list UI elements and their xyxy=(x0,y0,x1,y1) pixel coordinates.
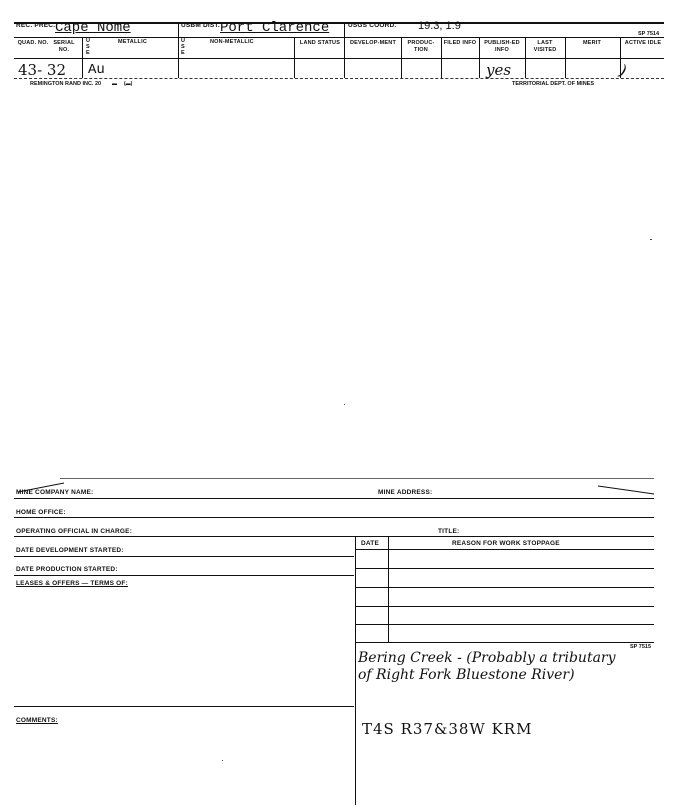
usgs-coord-value: 19.3, 1.9 xyxy=(418,20,461,32)
speck xyxy=(222,760,223,761)
operating-official-label: OPERATING OFFICIAL IN CHARGE: xyxy=(16,528,133,535)
rec-prec-label: REC. PREC. xyxy=(16,22,56,29)
home-office-label: HOME OFFICE: xyxy=(16,509,66,516)
usgs-coord-label: USGS COORD. xyxy=(348,22,397,29)
col-active-idle-label: ACTIVE IDLE xyxy=(624,40,662,46)
rule xyxy=(14,498,654,499)
comments-label: COMMENTS: xyxy=(16,717,58,724)
printer-mark: ▬ (▬) xyxy=(112,81,133,87)
bottom-top-rule xyxy=(60,478,654,479)
rule xyxy=(14,556,354,557)
rule xyxy=(356,549,654,550)
date-label: DATE xyxy=(361,540,380,547)
prod-started-label: DATE PRODUCTION STARTED: xyxy=(16,566,118,573)
published-info-value: yes xyxy=(486,61,512,79)
header-rule xyxy=(14,37,664,38)
quad-serial-value: 43- 32 xyxy=(18,61,67,79)
agency-label: TERRITORIAL DEPT. OF MINES xyxy=(512,81,594,87)
top-form-number: SP 7514 xyxy=(638,31,660,37)
pen-stroke xyxy=(596,482,656,496)
printer-note: REMINGTON RAND INC. 20 xyxy=(30,81,102,87)
handwritten-note-line-2: of Right Fork Bluestone River) xyxy=(358,667,575,683)
col-published-info-label: PUBLISH-ED INFO xyxy=(484,40,520,53)
metallic-value: Au xyxy=(88,62,105,78)
col-metallic-label: METALLIC xyxy=(118,39,147,45)
col-development-label: DEVELOP-MENT xyxy=(349,40,397,46)
location-note: T4S R37&38W KRM xyxy=(362,720,533,738)
col-serial-label: SERIAL NO. xyxy=(53,40,75,53)
col-quad-label: QUAD. NO. xyxy=(17,40,49,46)
divider xyxy=(344,22,345,78)
col-production-label: PRODUC-TION xyxy=(407,40,435,53)
col-use-nonmetallic-label: U S E xyxy=(181,38,186,56)
mine-address-label: MINE ADDRESS: xyxy=(378,489,433,496)
active-idle-mark: ) xyxy=(615,60,631,81)
dev-started-label: DATE DEVELOPMENT STARTED: xyxy=(16,547,124,554)
rule xyxy=(14,706,354,707)
column-divider xyxy=(355,537,356,805)
rule xyxy=(356,568,654,569)
date-column-divider xyxy=(388,537,389,642)
speck xyxy=(344,404,345,405)
col-last-visited-label: LAST VISITED xyxy=(533,40,557,53)
usbm-dist-value: Port Clarence xyxy=(220,20,330,36)
rule xyxy=(356,587,654,588)
rule xyxy=(356,642,654,643)
speck xyxy=(650,239,652,240)
bottom-form-number: SP 7515 xyxy=(630,644,652,650)
divider xyxy=(178,22,179,78)
mine-company-label: MINE COMPANY NAME: xyxy=(16,489,94,496)
col-use-metallic-label: U S E xyxy=(86,38,91,56)
values-rule xyxy=(14,58,664,59)
rule xyxy=(14,575,354,576)
col-filed-info-label: FILED INFO xyxy=(443,40,477,46)
rule xyxy=(356,606,654,607)
handwritten-note-line-1: Bering Creek - (Probably a tributary xyxy=(358,650,616,666)
usbm-dist-label: USBM DIST. xyxy=(181,22,220,29)
col-nonmetallic-label: NON-METALLIC xyxy=(210,39,254,45)
bottom-dashed-rule xyxy=(14,78,664,79)
col-land-status-label: LAND STATUS xyxy=(299,40,341,46)
rule xyxy=(356,624,654,625)
rule xyxy=(14,517,654,518)
rule xyxy=(14,536,654,537)
rec-prec-value: Cape Nome xyxy=(55,20,131,36)
leases-label: LEASES & OFFERS — TERMS OF: xyxy=(16,580,128,587)
reason-label: REASON FOR WORK STOPPAGE xyxy=(452,540,560,547)
title-label: TITLE: xyxy=(438,528,460,535)
col-merit-label: MERIT xyxy=(582,40,602,46)
